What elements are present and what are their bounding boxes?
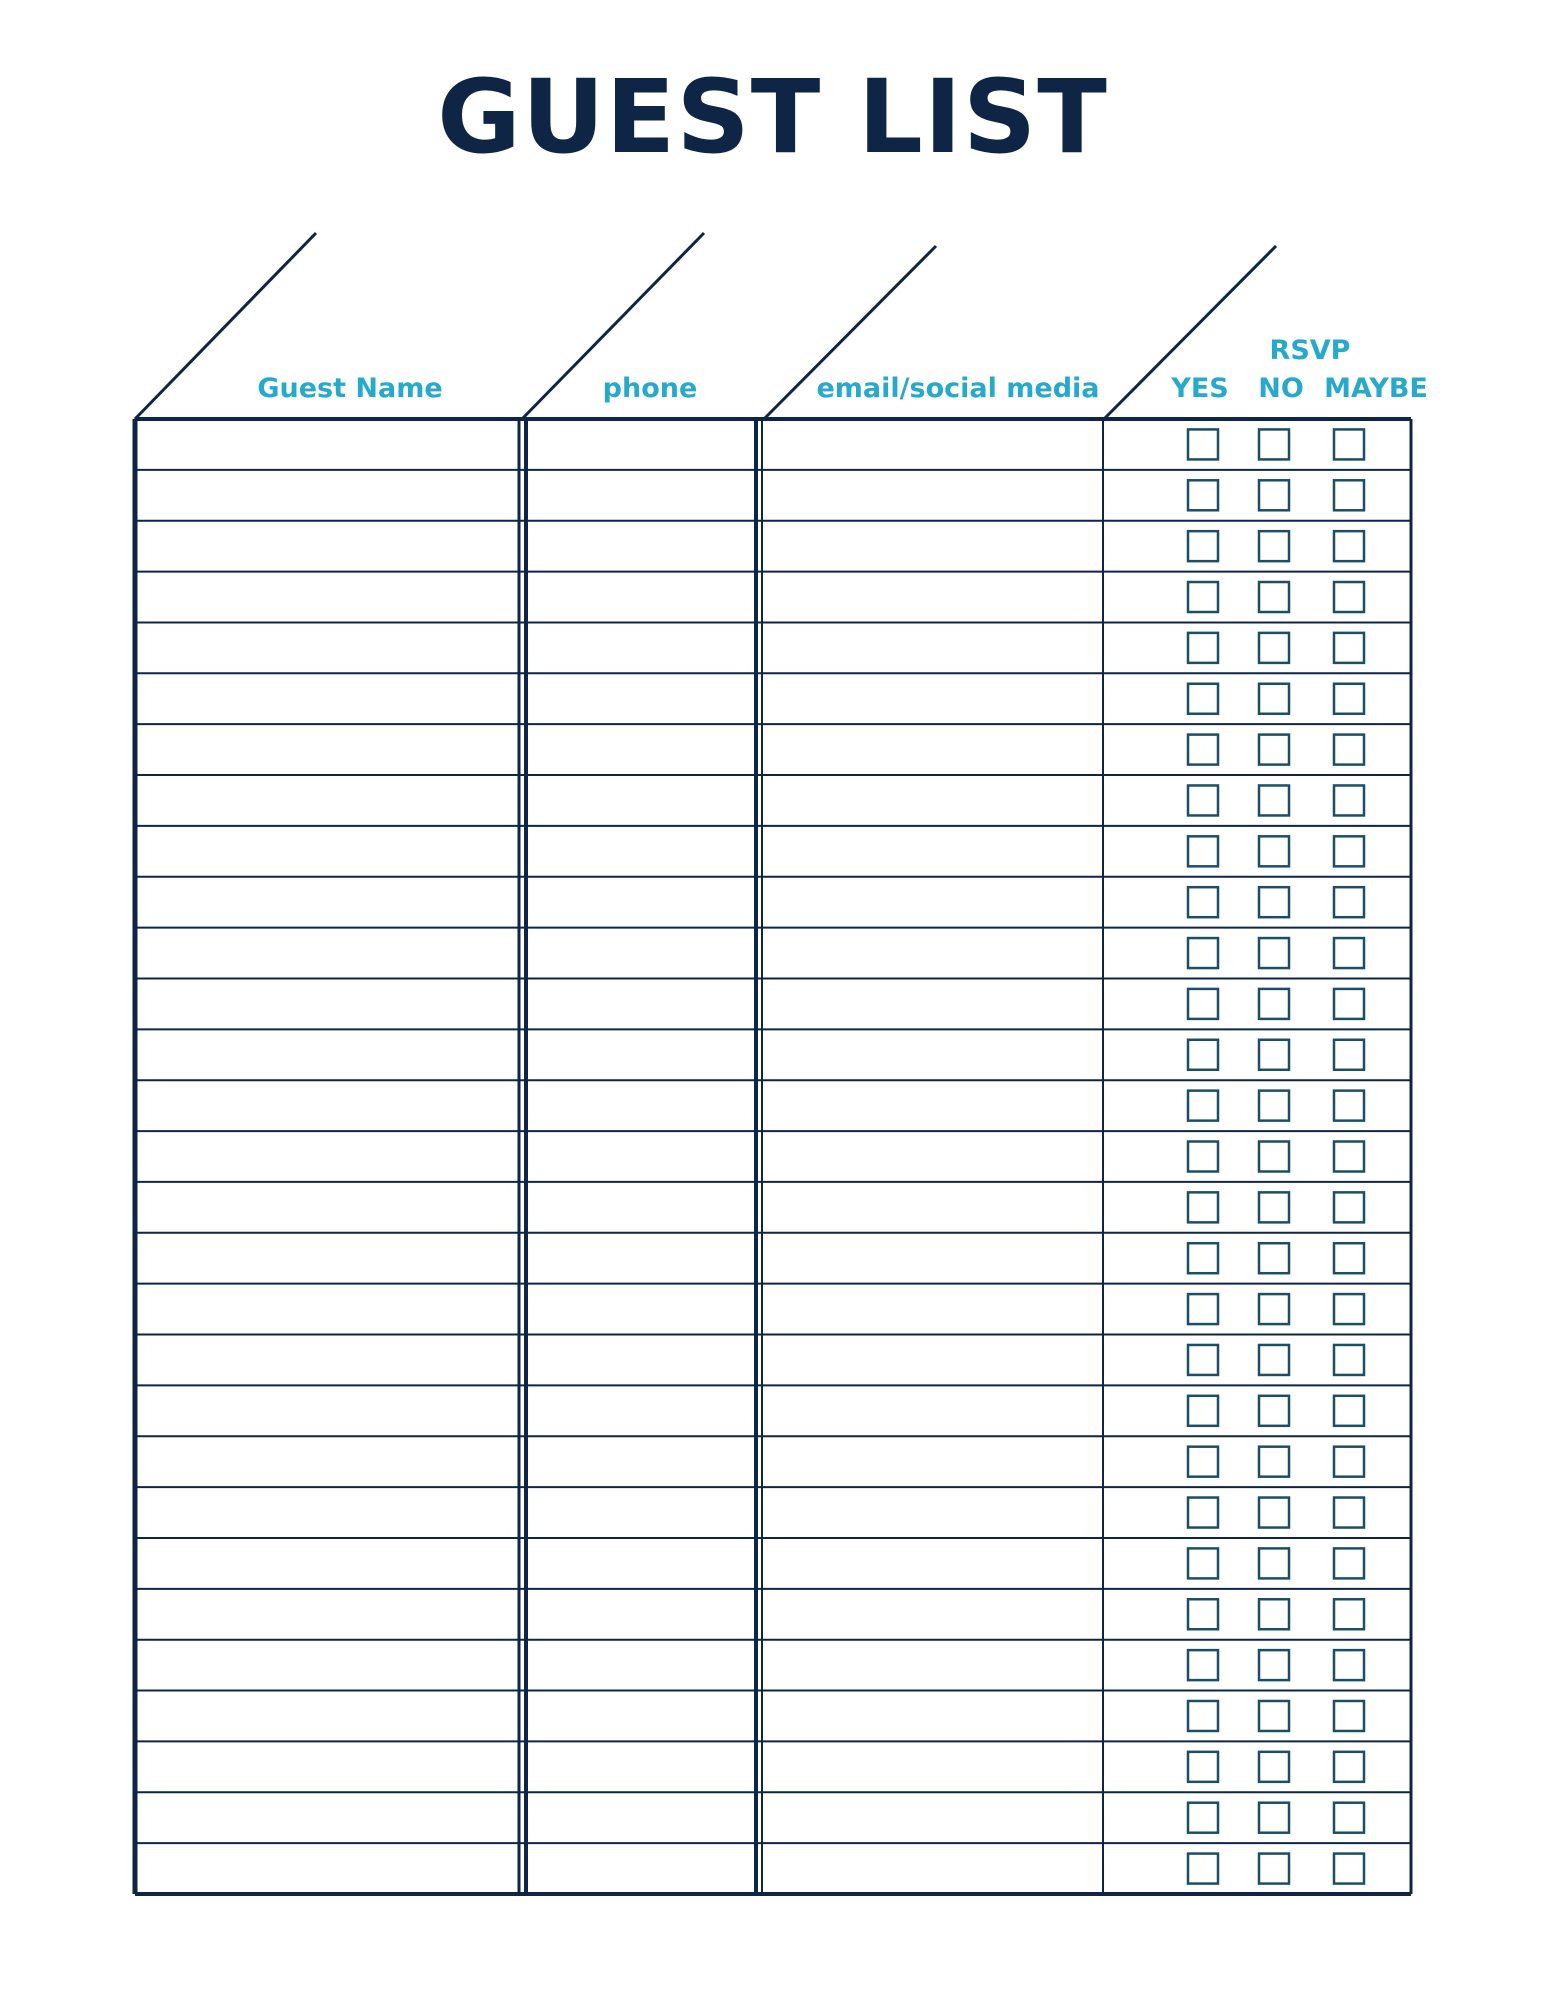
header-email: email/social media: [816, 373, 1100, 404]
rsvp-yes-checkbox[interactable]: [1188, 1243, 1218, 1273]
rsvp-yes-checkbox[interactable]: [1188, 1803, 1218, 1833]
rsvp-no-checkbox[interactable]: [1259, 1854, 1289, 1884]
rsvp-maybe-checkbox[interactable]: [1334, 1447, 1364, 1477]
rsvp-maybe-checkbox[interactable]: [1334, 1192, 1364, 1222]
rsvp-yes-checkbox[interactable]: [1188, 836, 1218, 866]
slant-line: [522, 233, 704, 419]
rsvp-yes-checkbox[interactable]: [1188, 1396, 1218, 1426]
rsvp-yes-checkbox[interactable]: [1188, 938, 1218, 968]
rsvp-maybe-checkbox[interactable]: [1334, 887, 1364, 917]
rsvp-maybe-checkbox[interactable]: [1334, 1701, 1364, 1731]
rsvp-no-checkbox[interactable]: [1259, 1701, 1289, 1731]
rsvp-no-checkbox[interactable]: [1259, 1599, 1289, 1629]
rsvp-no-checkbox[interactable]: [1259, 1548, 1289, 1578]
rsvp-yes-checkbox[interactable]: [1188, 1040, 1218, 1070]
rsvp-no-checkbox[interactable]: [1259, 1142, 1289, 1172]
rsvp-no-checkbox[interactable]: [1259, 989, 1289, 1019]
rsvp-maybe-checkbox[interactable]: [1334, 684, 1364, 714]
phone-column-box: [526, 419, 756, 1894]
rsvp-no-checkbox[interactable]: [1259, 1040, 1289, 1070]
rsvp-no-checkbox[interactable]: [1259, 785, 1289, 815]
rsvp-yes-checkbox[interactable]: [1188, 785, 1218, 815]
rsvp-no-checkbox[interactable]: [1259, 1243, 1289, 1273]
table-rows: [135, 470, 1411, 1843]
rsvp-maybe-checkbox[interactable]: [1334, 1752, 1364, 1782]
rsvp-yes-checkbox[interactable]: [1188, 1447, 1218, 1477]
rsvp-no-checkbox[interactable]: [1259, 429, 1289, 459]
header-rsvp-maybe: MAYBE: [1324, 373, 1428, 404]
rsvp-yes-checkbox[interactable]: [1188, 1091, 1218, 1121]
rsvp-maybe-checkbox[interactable]: [1334, 989, 1364, 1019]
rsvp-yes-checkbox[interactable]: [1188, 684, 1218, 714]
rsvp-maybe-checkbox[interactable]: [1334, 1040, 1364, 1070]
rsvp-no-checkbox[interactable]: [1259, 1294, 1289, 1324]
rsvp-no-checkbox[interactable]: [1259, 1345, 1289, 1375]
rsvp-maybe-checkbox[interactable]: [1334, 938, 1364, 968]
header-rsvp: RSVP: [1269, 335, 1351, 366]
rsvp-maybe-checkbox[interactable]: [1334, 735, 1364, 765]
rsvp-maybe-checkbox[interactable]: [1334, 480, 1364, 510]
rsvp-maybe-checkbox[interactable]: [1334, 1243, 1364, 1273]
header-guest-name: Guest Name: [257, 373, 443, 404]
rsvp-maybe-checkbox[interactable]: [1334, 1803, 1364, 1833]
rsvp-maybe-checkbox[interactable]: [1334, 1498, 1364, 1528]
rsvp-no-checkbox[interactable]: [1259, 1396, 1289, 1426]
rsvp-yes-checkbox[interactable]: [1188, 1192, 1218, 1222]
rsvp-yes-checkbox[interactable]: [1188, 582, 1218, 612]
rsvp-maybe-checkbox[interactable]: [1334, 1650, 1364, 1680]
rsvp-yes-checkbox[interactable]: [1188, 1650, 1218, 1680]
rsvp-maybe-checkbox[interactable]: [1334, 429, 1364, 459]
rsvp-yes-checkbox[interactable]: [1188, 1548, 1218, 1578]
rsvp-no-checkbox[interactable]: [1259, 1192, 1289, 1222]
rsvp-no-checkbox[interactable]: [1259, 1091, 1289, 1121]
rsvp-yes-checkbox[interactable]: [1188, 1294, 1218, 1324]
rsvp-maybe-checkbox[interactable]: [1334, 1142, 1364, 1172]
rsvp-no-checkbox[interactable]: [1259, 582, 1289, 612]
slant-line: [1104, 246, 1276, 419]
rsvp-maybe-checkbox[interactable]: [1334, 1599, 1364, 1629]
header-slant-lines: [135, 233, 1276, 419]
rsvp-yes-checkbox[interactable]: [1188, 1701, 1218, 1731]
rsvp-yes-checkbox[interactable]: [1188, 1752, 1218, 1782]
rsvp-no-checkbox[interactable]: [1259, 1803, 1289, 1833]
page-title: GUEST LIST: [437, 58, 1108, 177]
rsvp-yes-checkbox[interactable]: [1188, 1599, 1218, 1629]
table-frame: [135, 419, 1411, 1894]
rsvp-maybe-checkbox[interactable]: [1334, 531, 1364, 561]
rsvp-maybe-checkbox[interactable]: [1334, 1294, 1364, 1324]
rsvp-yes-checkbox[interactable]: [1188, 989, 1218, 1019]
rsvp-no-checkbox[interactable]: [1259, 684, 1289, 714]
rsvp-maybe-checkbox[interactable]: [1334, 836, 1364, 866]
rsvp-no-checkbox[interactable]: [1259, 1650, 1289, 1680]
rsvp-maybe-checkbox[interactable]: [1334, 582, 1364, 612]
rsvp-no-checkbox[interactable]: [1259, 836, 1289, 866]
rsvp-checkboxes[interactable]: [1188, 429, 1364, 1883]
slant-line: [135, 233, 316, 419]
rsvp-yes-checkbox[interactable]: [1188, 633, 1218, 663]
rsvp-no-checkbox[interactable]: [1259, 887, 1289, 917]
rsvp-maybe-checkbox[interactable]: [1334, 1548, 1364, 1578]
rsvp-no-checkbox[interactable]: [1259, 735, 1289, 765]
rsvp-no-checkbox[interactable]: [1259, 633, 1289, 663]
rsvp-maybe-checkbox[interactable]: [1334, 1091, 1364, 1121]
rsvp-yes-checkbox[interactable]: [1188, 887, 1218, 917]
rsvp-maybe-checkbox[interactable]: [1334, 1396, 1364, 1426]
rsvp-no-checkbox[interactable]: [1259, 1752, 1289, 1782]
rsvp-yes-checkbox[interactable]: [1188, 1345, 1218, 1375]
rsvp-maybe-checkbox[interactable]: [1334, 1345, 1364, 1375]
slant-line: [764, 246, 936, 419]
rsvp-yes-checkbox[interactable]: [1188, 531, 1218, 561]
header-phone: phone: [602, 373, 698, 404]
rsvp-yes-checkbox[interactable]: [1188, 1142, 1218, 1172]
rsvp-no-checkbox[interactable]: [1259, 1498, 1289, 1528]
rsvp-maybe-checkbox[interactable]: [1334, 1854, 1364, 1884]
rsvp-yes-checkbox[interactable]: [1188, 1854, 1218, 1884]
rsvp-yes-checkbox[interactable]: [1188, 735, 1218, 765]
rsvp-no-checkbox[interactable]: [1259, 531, 1289, 561]
header-rsvp-no: NO: [1258, 373, 1304, 404]
header-rsvp-yes: YES: [1171, 373, 1229, 404]
rsvp-no-checkbox[interactable]: [1259, 938, 1289, 968]
rsvp-yes-checkbox[interactable]: [1188, 480, 1218, 510]
rsvp-no-checkbox[interactable]: [1259, 1447, 1289, 1477]
rsvp-maybe-checkbox[interactable]: [1334, 785, 1364, 815]
rsvp-yes-checkbox[interactable]: [1188, 429, 1218, 459]
rsvp-yes-checkbox[interactable]: [1188, 1498, 1218, 1528]
rsvp-no-checkbox[interactable]: [1259, 480, 1289, 510]
rsvp-maybe-checkbox[interactable]: [1334, 633, 1364, 663]
